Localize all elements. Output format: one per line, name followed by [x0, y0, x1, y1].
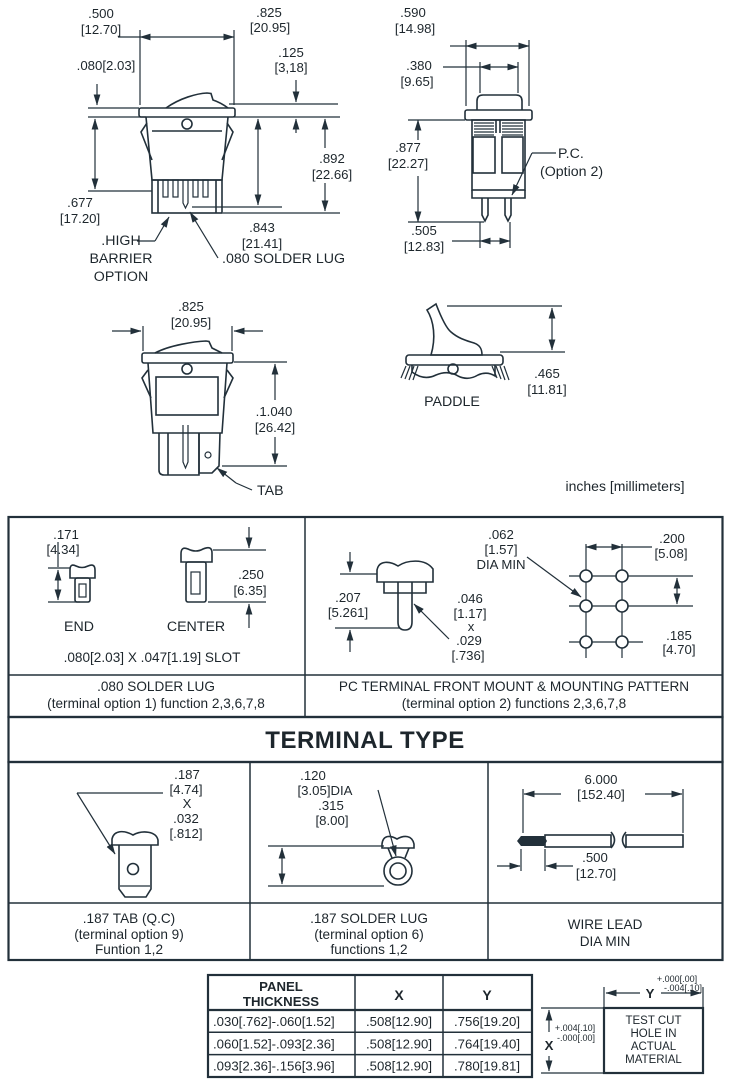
front-view-high-barrier-drawing	[60, 5, 352, 285]
cell-caption-2: (terminal option 2) functions 2,3,6,7,8	[401, 696, 627, 711]
paddle-drawing	[401, 304, 567, 410]
mounting-holes	[580, 570, 628, 648]
ring-hole	[390, 863, 406, 879]
tab-flange	[112, 832, 158, 845]
dim-062-in: .062	[488, 527, 514, 542]
dim-825-mm: [20.95]	[170, 315, 212, 330]
dim-120-mm: [3.05]DIA	[297, 783, 353, 798]
dim-380-in: .380	[406, 58, 432, 73]
dim-187-in: .187	[174, 767, 200, 782]
dim-1040-mm: [26.42]	[254, 420, 296, 435]
tab-body	[119, 845, 151, 897]
test-cut-hole-diagram	[541, 974, 703, 1073]
units-note: inches [millimeters]	[565, 478, 685, 494]
solder-lug-end-center-cell	[47, 527, 267, 711]
solder-lugs	[163, 180, 208, 208]
switch-body	[146, 117, 228, 180]
hatch-lines	[474, 123, 523, 135]
bezel	[142, 353, 233, 363]
cell-caption-2: (terminal option 6)	[314, 927, 424, 942]
dim-677-in: .677	[67, 195, 93, 210]
center-label: CENTER	[166, 619, 226, 635]
panel-table-rows	[213, 1014, 520, 1074]
side-view-pc-option-drawing	[388, 5, 603, 254]
dim-032-in: .032	[173, 811, 199, 826]
dim-250-mm: [6.35]	[233, 583, 267, 598]
row3-thickness: .093[2.36]-.156[3.96]	[213, 1058, 335, 1074]
test-cut-text-1: TEST CUT	[625, 1015, 682, 1027]
base	[472, 190, 525, 198]
dim-825-mm: [20.95]	[249, 20, 291, 35]
terminal-table-2	[9, 762, 723, 960]
terminal-table-1	[9, 517, 723, 717]
row2-x: .508[12.90]	[366, 1036, 432, 1052]
dim-200-mm: [5.08]	[654, 546, 688, 561]
right-window	[502, 137, 523, 173]
dim-187-mm: [4.74]	[169, 782, 203, 797]
tab-qc-cell	[74, 767, 202, 957]
dim-185-mm: [4.70]	[662, 642, 696, 657]
row3-x: .508[12.90]	[366, 1058, 432, 1074]
center-lug-slot	[191, 572, 200, 594]
bezel	[139, 108, 235, 117]
dim-843-mm: [21.41]	[241, 236, 283, 251]
front-view-tab-drawing	[112, 299, 295, 499]
tab-label: TAB	[257, 483, 284, 499]
terminal-type-title: TERMINAL TYPE	[265, 727, 465, 754]
paddle-lever	[427, 304, 482, 355]
row2-y: .764[19.40]	[454, 1036, 520, 1052]
dim-500-mm: [12.70]	[575, 866, 617, 881]
cell-caption-1: .187 TAB (Q.C)	[82, 911, 176, 926]
row1-thickness: .030[.762]-.060[1.52]	[213, 1014, 335, 1029]
x-tolerance-minus: -.000[.00]	[556, 1033, 596, 1043]
dim-892-in: .892	[319, 151, 345, 166]
panel-header-thickness-2: THICKNESS	[242, 994, 320, 1009]
pc-terminal-mounting-pattern-cell	[328, 527, 696, 711]
paddle-label: PADDLE	[424, 394, 480, 410]
lug-waist-left	[388, 848, 392, 858]
left-window	[473, 137, 495, 173]
dim-032-mm: [.812]	[169, 826, 203, 841]
lower-block	[159, 433, 199, 475]
x-tolerance-plus: +.004[.10]	[554, 1023, 596, 1033]
pc-terminal-shoulder	[384, 582, 426, 593]
dim-171-mm: [4.34]	[46, 542, 80, 557]
dim-380-mm: [9.65]	[400, 74, 434, 89]
right-pc-pin	[505, 198, 511, 221]
end-lug	[70, 565, 95, 578]
tab-hole	[205, 452, 211, 458]
dim-315-mm: [8.00]	[315, 813, 349, 828]
solder-lug-187-cell	[268, 768, 428, 957]
rocker-actuator	[166, 93, 228, 108]
dim-590-mm: [14.98]	[394, 21, 436, 36]
pc-terminal-flange	[377, 561, 433, 582]
dim-062-note: DIA MIN	[476, 557, 526, 572]
high-barrier-label-2: BARRIER	[89, 251, 153, 267]
cell-caption-1: .080 SOLDER LUG	[97, 679, 215, 694]
dim-171-in: .171	[53, 527, 79, 542]
end-label: END	[64, 619, 94, 635]
dim-029-mm: [.736]	[451, 648, 485, 663]
slot-note: .080[2.03] X .047[1.19] SLOT	[63, 650, 241, 665]
dim-877-in: .877	[395, 140, 421, 155]
dim-843-in: .843	[249, 220, 275, 235]
left-pc-pin	[482, 198, 488, 221]
dim-505-in: .505	[411, 223, 437, 238]
row3-y: .780[19.81]	[454, 1058, 520, 1074]
panel-header-thickness-1: PANEL	[259, 979, 303, 994]
dim-1040-in: .1.040	[255, 404, 293, 419]
dim-207-mm: [5.261]	[327, 605, 369, 620]
y-tolerance-plus: +.000[.00]	[656, 974, 698, 984]
bezel	[465, 110, 532, 120]
upper-body	[472, 120, 525, 190]
body-break	[412, 365, 495, 378]
dim-677-mm: [17.20]	[59, 211, 101, 226]
pc-terminal-pin	[398, 582, 412, 630]
dim-x: X	[182, 796, 192, 811]
dim-125-in: .125	[278, 45, 304, 60]
dim-500-in: .500	[88, 6, 114, 21]
screw-hole	[182, 119, 192, 129]
pc-option-label-2: (Option 2)	[540, 164, 604, 180]
x-dimension-label: X	[544, 1038, 554, 1053]
wire-break-symbol	[611, 832, 626, 848]
row1-x: .508[12.90]	[366, 1014, 432, 1029]
dim-125-mm: [3,18]	[274, 60, 308, 75]
cell-caption-3: Funtion 1,2	[94, 942, 164, 957]
button	[477, 95, 522, 110]
dim-465-in: .465	[534, 366, 560, 381]
row1-y: .756[19.20]	[454, 1014, 520, 1029]
screw-hole	[182, 364, 192, 374]
solder-lug-label: .080 SOLDER LUG	[222, 251, 346, 267]
cell-caption-2: (terminal option 1) function 2,3,6,7,8	[47, 696, 265, 711]
dim-185-in: .185	[666, 628, 692, 643]
cell-caption-1: WIRE LEAD	[567, 917, 643, 932]
test-cut-text-3: ACTUAL	[630, 1041, 677, 1053]
dim-6000-in: 6.000	[584, 772, 618, 787]
wire-stripped-tip	[517, 836, 547, 846]
dim-877-mm: [22.27]	[387, 156, 429, 171]
high-barrier-label-1: .HIGH	[101, 233, 141, 249]
row2-thickness: .060[1.52]-.093[2.36]	[213, 1036, 335, 1052]
cell-caption-1: .187 SOLDER LUG	[310, 911, 428, 926]
dim-207-in: .207	[335, 590, 361, 605]
dim-062-mm: [1.57]	[484, 542, 518, 557]
pc-option-label-1: P.C.	[558, 146, 584, 162]
dim-046-in: .046	[457, 591, 483, 606]
center-latch	[496, 120, 500, 133]
panel-header-x: X	[394, 987, 404, 1003]
dim-250-in: .250	[238, 567, 264, 582]
test-cut-text-4: MATERIAL	[625, 1054, 682, 1066]
dim-6000-mm: [152.40]	[577, 787, 625, 802]
center-lug-slot	[183, 425, 188, 468]
dim-500-in: .500	[582, 850, 608, 865]
cell-caption-3: functions 1,2	[330, 942, 408, 957]
dim-046-x: x	[467, 619, 475, 634]
y-tolerance-minus: -.004[.10]	[663, 983, 703, 993]
dim-080: .080[2.03]	[76, 58, 136, 73]
dim-120-in: .120	[300, 768, 326, 783]
dim-315-in: .315	[318, 798, 344, 813]
dim-825-in: .825	[178, 299, 204, 314]
center-lug	[181, 548, 212, 562]
window	[156, 377, 218, 415]
terminal-type-banner	[9, 717, 723, 762]
panel-header-y: Y	[482, 987, 492, 1003]
tab-hole	[128, 864, 139, 875]
test-cut-text-2: HOLE IN	[630, 1028, 677, 1040]
dim-200-in: .200	[659, 531, 685, 546]
dim-590-in: .590	[400, 5, 426, 20]
center-lug-body	[186, 562, 206, 602]
wire-right-segment	[626, 835, 683, 847]
cell-caption-1: PC TERMINAL FRONT MOUNT & MOUNTING PATTERN	[338, 679, 690, 694]
dim-465-mm: [11.81]	[527, 382, 567, 397]
dim-046-mm: [1.17]	[453, 606, 487, 621]
end-lug-body	[75, 578, 90, 602]
rocker-actuator	[155, 341, 222, 353]
ring-outer	[384, 857, 412, 885]
dim-505-mm: [12.83]	[403, 239, 445, 254]
wire-lead-cell	[497, 772, 683, 949]
dim-500-mm: [12.70]	[80, 22, 122, 37]
high-barrier-label-3: OPTION	[93, 269, 149, 285]
panel-thickness-table	[208, 975, 532, 1077]
end-lug-slot	[79, 584, 86, 597]
dim-029-in: .029	[456, 633, 482, 648]
cell-caption-2: DIA MIN	[579, 934, 631, 949]
y-dimension-label: Y	[645, 986, 655, 1001]
lug-waist-right	[405, 848, 409, 858]
dim-892-mm: [22.66]	[311, 167, 353, 182]
cell-caption-2: (terminal option 9)	[74, 927, 184, 942]
dim-825-in: .825	[256, 5, 282, 20]
wire-left-segment	[545, 835, 611, 847]
lug-flange	[382, 836, 414, 848]
